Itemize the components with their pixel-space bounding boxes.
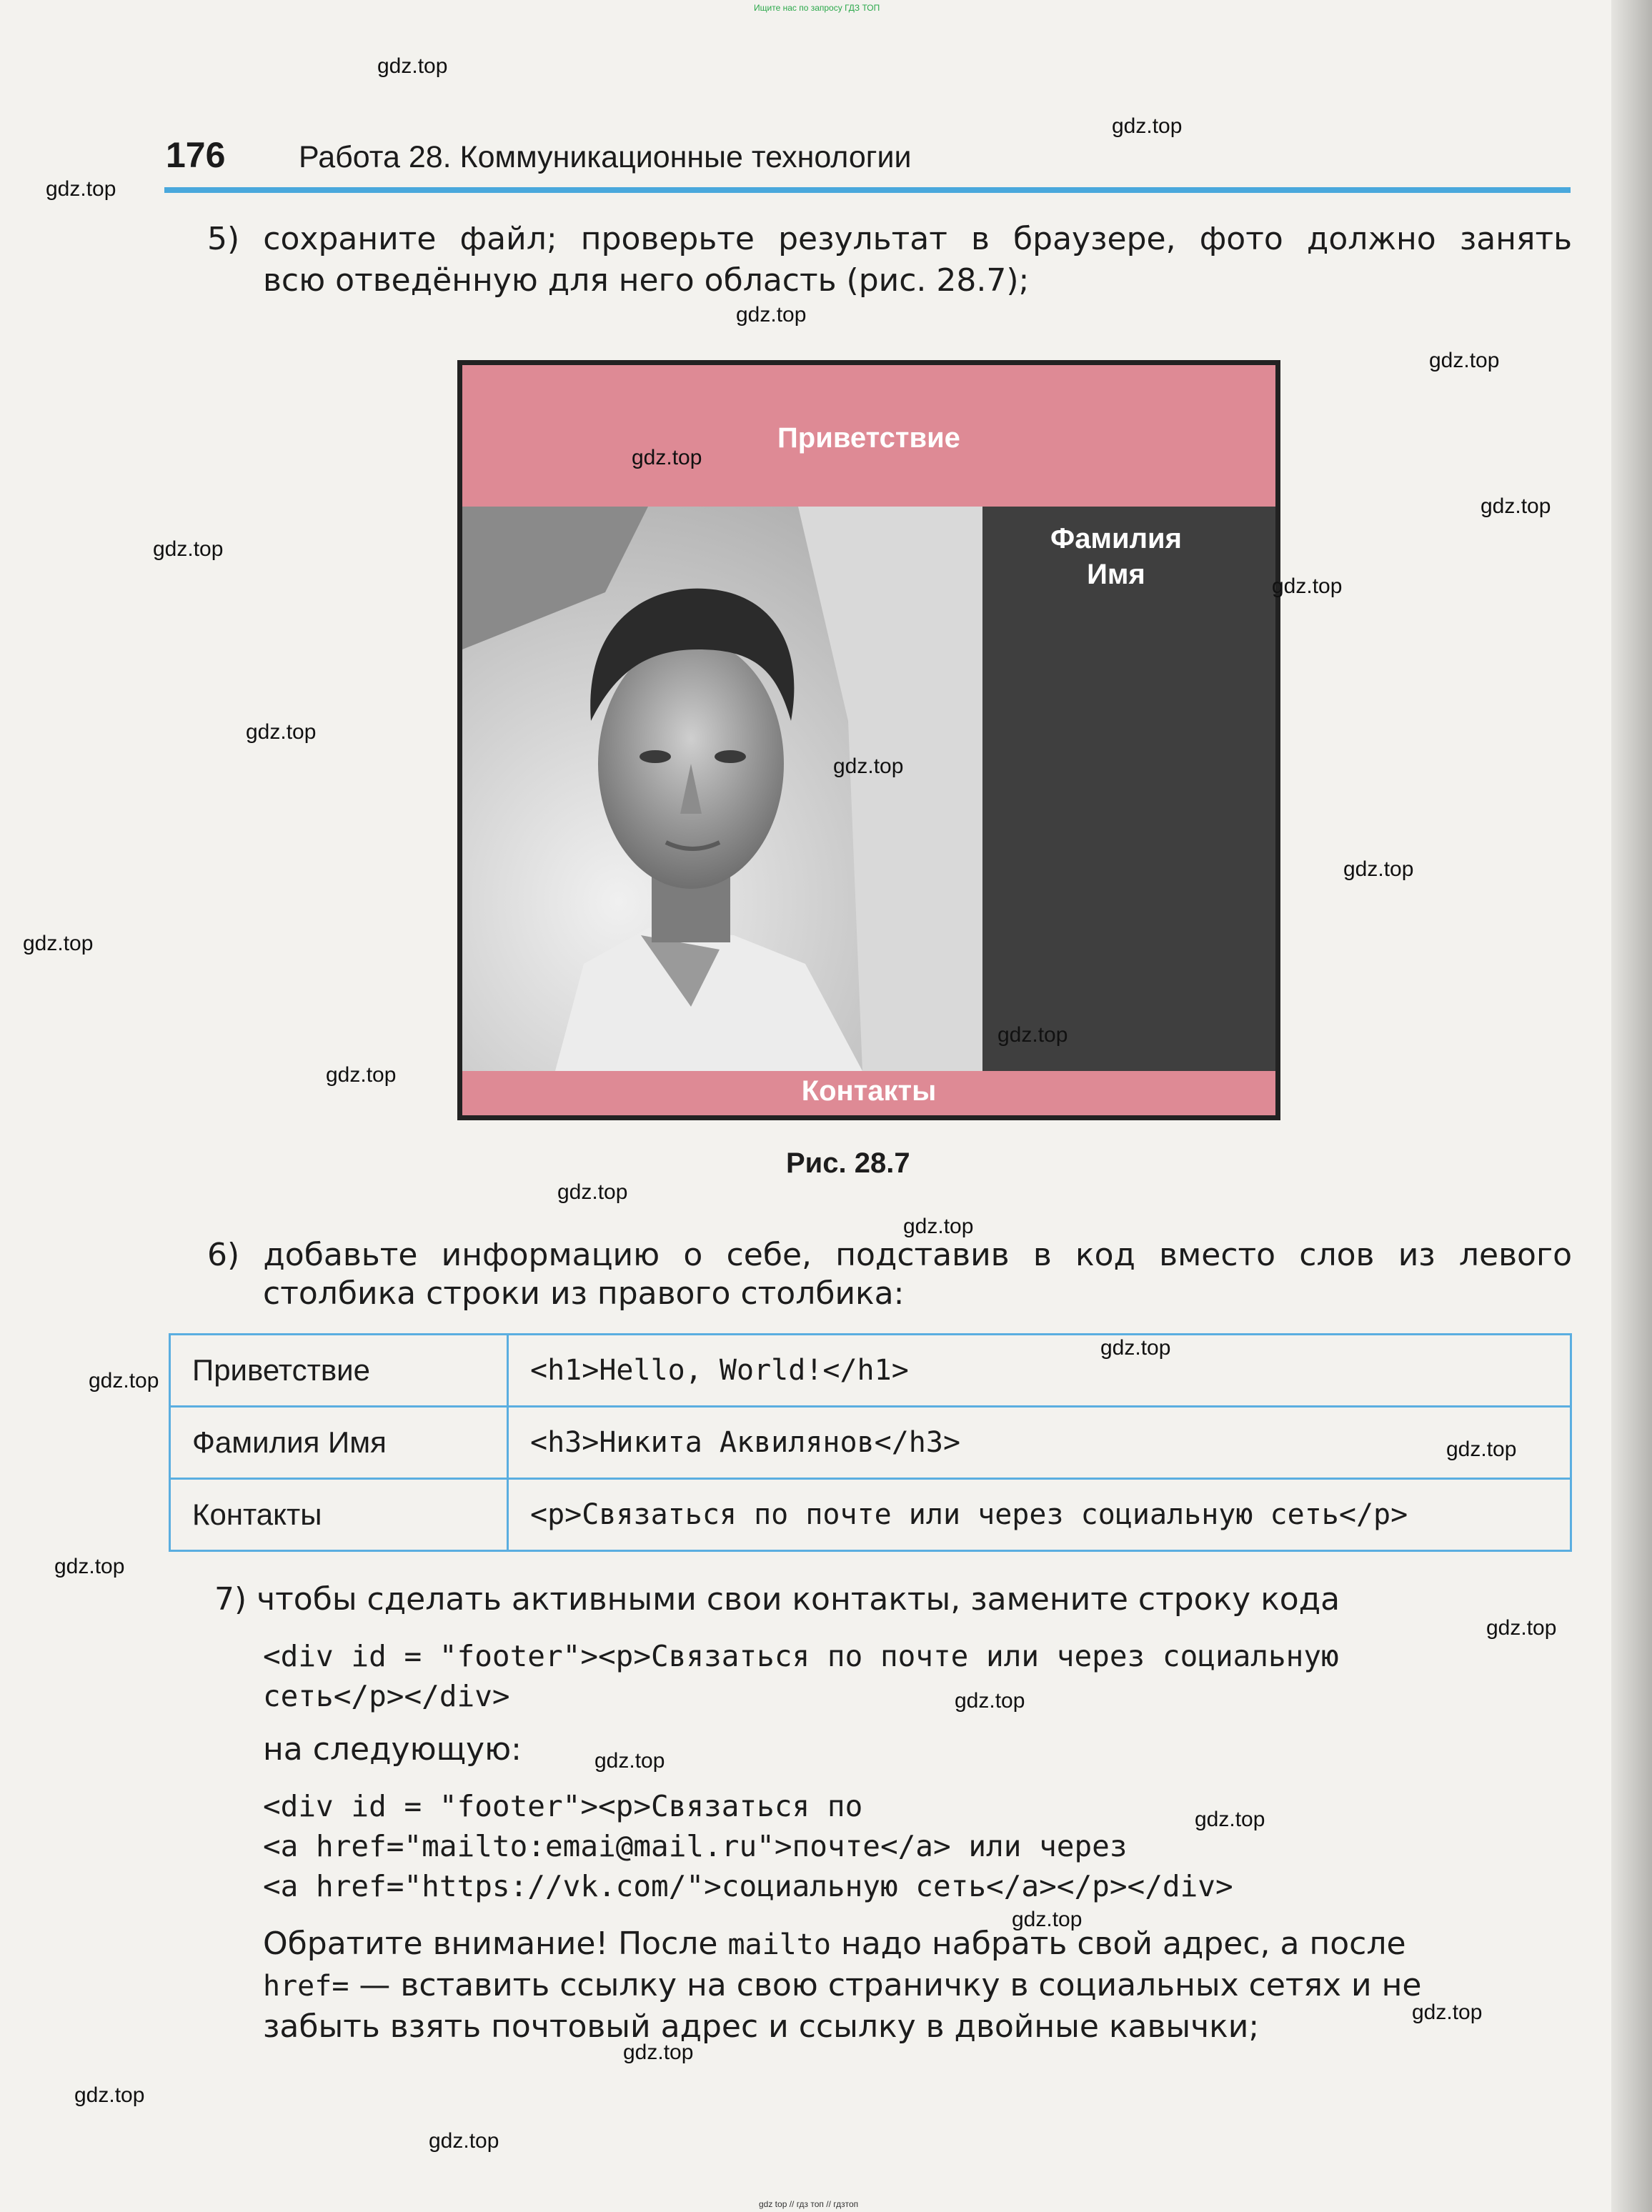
step5-line1: 5) сохраните файл; проверьте результат в браузере, фото должно занять — [207, 221, 1572, 257]
watermark: gdz.top — [736, 303, 807, 327]
watermark: gdz.top — [557, 1180, 628, 1204]
watermark: gdz.top — [23, 932, 94, 955]
watermark: gdz.top — [1343, 857, 1414, 881]
table-cell-right: <h3>Никита Аквилянов</h3> — [508, 1407, 1571, 1479]
note-line1-text-a: Обратите внимание! После — [263, 1925, 728, 1962]
watermark: gdz.top — [1112, 114, 1183, 138]
portrait-illustration — [462, 507, 982, 1071]
table-row — [170, 1479, 1571, 1551]
step6-line1: 6) добавьте информацию о себе, подставив в код вместо слов из левого — [207, 1237, 1572, 1273]
table-cell-left: Приветствие — [170, 1335, 508, 1407]
watermark: gdz.top — [903, 1215, 974, 1238]
watermark: gdz.top — [54, 1555, 125, 1578]
header-rule — [164, 187, 1571, 193]
watermark: gdz.top — [1486, 1616, 1557, 1640]
watermark: gdz.top — [1446, 1438, 1517, 1461]
figure-footer-text: Контакты — [801, 1075, 937, 1107]
step7-line2: на следующую: — [263, 1731, 522, 1768]
watermark: gdz.top — [623, 2041, 694, 2064]
watermark: gdz.top — [377, 54, 448, 78]
step6-line2: столбика строки из правого столбика: — [263, 1275, 905, 1312]
watermark: gdz.top — [1481, 494, 1551, 518]
note-line2 — [263, 1965, 1572, 2007]
table-cell-left: Фамилия Имя — [170, 1407, 508, 1479]
step7-line1: 7) чтобы сделать активными свои контакты, замените строку кода — [214, 1581, 1340, 1618]
top-banner-text: Ищите нас по запросу ГДЗ ТОП — [754, 3, 880, 13]
watermark: gdz.top — [1272, 574, 1343, 598]
figure-name-block — [998, 521, 1234, 592]
running-header: Работа 28. Коммуникационные технологии — [299, 140, 912, 174]
watermark: gdz.top — [46, 177, 116, 201]
figure-caption: Рис. 28.7 — [786, 1147, 910, 1179]
figure-name-line1: Фамилия — [1050, 523, 1182, 554]
watermark: gdz.top — [632, 446, 702, 469]
table-row — [170, 1335, 1571, 1407]
figure-footer — [462, 1071, 1275, 1115]
page-number: 176 — [166, 135, 226, 175]
watermark: gdz.top — [429, 2129, 499, 2153]
note-line1-text-b: надо набрать свой адрес, а после — [830, 1925, 1406, 1962]
watermark: gdz.top — [955, 1689, 1025, 1713]
figure-header — [462, 365, 1275, 507]
watermark: gdz.top — [1429, 349, 1500, 372]
table-cell-right: <h1>Hello, World!</h1> — [508, 1335, 1571, 1407]
step7-code1-line2: сеть</p></div> — [263, 1679, 510, 1713]
step7-code1-line1: <div id = "footer"><p>Связаться по почте или через социальную — [263, 1639, 1339, 1673]
watermark: gdz.top — [1012, 1908, 1083, 1931]
figure-name-line2: Имя — [1087, 559, 1145, 590]
note-mailto-code: mailto — [727, 1928, 831, 1961]
watermark: gdz.top — [326, 1063, 397, 1087]
step5-line2: всю отведённую для него область (рис. 28.7); — [263, 262, 1030, 299]
watermark: gdz.top — [153, 537, 224, 561]
note-line3: забыть взять почтовый адрес и ссылку в двойные кавычки; — [263, 2008, 1260, 2045]
substitution-table — [169, 1333, 1572, 1552]
watermark: gdz.top — [1412, 2001, 1483, 2024]
watermark: gdz.top — [997, 1023, 1068, 1047]
watermark: gdz.top — [74, 2083, 145, 2107]
table-row — [170, 1407, 1571, 1479]
watermark: gdz.top — [594, 1749, 665, 1773]
table-cell-left: Контакты — [170, 1479, 508, 1551]
watermark: gdz.top — [1100, 1336, 1171, 1360]
watermark: gdz.top — [1195, 1808, 1265, 1831]
step7-code2-line3: <a href="https://vk.com/">социальную сеть</a></p></div> — [263, 1869, 1233, 1903]
watermark: gdz.top — [246, 720, 317, 744]
figure-header-text: Приветствие — [777, 422, 960, 454]
watermark: gdz.top — [89, 1369, 159, 1393]
table-cell-right: <p>Связаться по почте или через социальную сеть</p> — [508, 1479, 1571, 1551]
portrait-photo — [462, 507, 982, 1071]
watermark: gdz.top — [833, 754, 904, 778]
step7-code2-line1: <div id = "footer"><p>Связаться по — [263, 1789, 863, 1823]
book-spine-shadow — [1611, 0, 1652, 2212]
bottom-banner-text: gdz top // гдз топ // гдзтоп — [759, 2199, 859, 2209]
note-line1 — [263, 1923, 1572, 1966]
figure-website-preview — [457, 360, 1280, 1120]
note-line2-text: — вставить ссылку на свою страничку в социальных сетях и не — [349, 1967, 1422, 2003]
note-href-code: href= — [263, 1970, 349, 2003]
step7-code2-line2: <a href="mailto:emai@mail.ru">почте</a> или через — [263, 1829, 1128, 1863]
